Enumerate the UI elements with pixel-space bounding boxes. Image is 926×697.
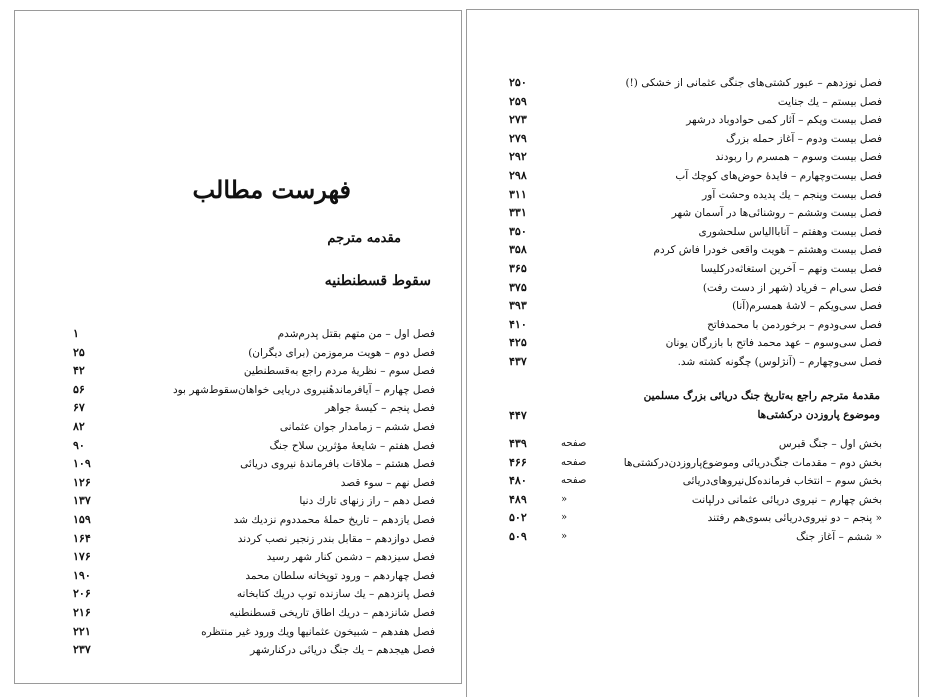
toc-entry xyxy=(467,334,882,352)
toc-entry-page: ۴۸۰ xyxy=(509,474,527,488)
toc-entry xyxy=(15,623,435,641)
toc-entry-page: ۵۶ xyxy=(73,382,85,396)
toc-entry-page: ۲۰۶ xyxy=(73,587,91,601)
page-label: « xyxy=(561,493,568,505)
toc-entry-title: فصل پنجم – کیسهٔ جواهر xyxy=(325,402,435,415)
toc-entry xyxy=(15,585,435,603)
toc-entry-page: ۱۳۷ xyxy=(73,494,91,508)
toc-entry-page: ۱۲۶ xyxy=(73,475,91,489)
toc-entry-page: ۲۵۰ xyxy=(509,76,527,89)
toc-entry xyxy=(467,353,882,371)
toc-entry-title: بخش سوم – انتخاب فرمانده‌کل‌نیروهای‌دریائی xyxy=(682,475,882,488)
toc-entry-title: فصل پانزدهم – یك سازنده توپ دریك کتابخانه xyxy=(236,588,435,601)
toc-entry-title: فصل چهاردهم – ورود توپخانه سلطان محمد xyxy=(245,569,435,582)
toc-entry-title: فصل ششم – زمامدار جوان عثمانی xyxy=(279,421,435,433)
appendix-page-row xyxy=(467,407,882,425)
toc-entry xyxy=(15,344,435,362)
toc-entry-page: ۱۹۰ xyxy=(73,568,91,582)
toc-entry xyxy=(467,148,882,166)
appendix-line-2: وموضوع پاروزدن درکشتی‌ها xyxy=(757,409,880,421)
toc-entry-title: فصل بیست ودوم – آغاز حمله بزرگ xyxy=(726,132,882,145)
appendix-line-1: مقدمهٔ مترجم راجع به‌تاریخ جنگ دریائی بزرگ مسلمین xyxy=(643,390,880,402)
toc-entry-title: فصل شانزدهم – دریك اطاق تاریخی قسطنطنیه xyxy=(229,607,435,619)
toc-entry-title: فصل بیست‌وچهارم – فایدهٔ حوض‌های کوچك آب xyxy=(675,170,882,182)
toc-entry xyxy=(467,167,882,185)
page-label: صفحه xyxy=(561,475,587,487)
toc-entry-title: فصل سی‌وسوم – عهد محمد فاتح با بازرگان یونان xyxy=(665,337,882,350)
toc-entry-page: ۳۷۵ xyxy=(509,280,527,294)
page-label: « xyxy=(561,531,568,542)
toc-entry-title: « ششم – آغاز جنگ xyxy=(796,531,882,543)
left-page xyxy=(14,10,462,684)
toc-entry-page: ۲۷۳ xyxy=(509,113,527,127)
toc-entry xyxy=(467,279,882,297)
toc-entry-page: ۲۱۶ xyxy=(73,606,91,619)
toc-entry-title: فصل بیست وششم – روشنائی‌ها در آسمان شهر xyxy=(671,207,882,220)
toc-entry xyxy=(15,381,435,399)
part-title: سقوط قسطنطنیه xyxy=(324,273,431,289)
toc-entry-title: فصل سی‌ودوم – برخوردمن با محمدفاتح xyxy=(707,318,882,331)
toc-entry-title: فصل نهم – سوء قصد xyxy=(340,476,435,489)
toc-entry-page: ۴۳۹ xyxy=(509,437,527,450)
toc-entry-page: ۳۱۱ xyxy=(509,187,527,201)
toc-entry-page: ۳۵۰ xyxy=(509,224,527,238)
toc-entry xyxy=(467,186,882,204)
toc-entry-title: فصل سی‌ام – فریاد (شهر از دست رفت) xyxy=(702,281,882,294)
toc-entry-title: فصل سوم – نظریهٔ مردم راجع به‌قسطنطین xyxy=(243,365,435,378)
page-title: فهرست مطالب xyxy=(192,175,351,204)
toc-entry-title: بخش چهارم – نیروی دریائی عثمانی درلپانت xyxy=(691,493,882,506)
page-label: صفحه xyxy=(561,456,587,468)
toc-entry xyxy=(15,604,435,622)
toc-entry-page: ۲۳۷ xyxy=(73,643,91,657)
toc-entry-page: ۱۰۹ xyxy=(73,457,91,471)
toc-entry-page: ۸۲ xyxy=(73,420,85,433)
toc-entry-page: ۳۶۵ xyxy=(509,262,527,275)
right-page xyxy=(466,9,919,697)
toc-entry-page: ۱۷۶ xyxy=(73,550,91,564)
toc-entry-title: فصل بیستم – یك جنایت xyxy=(777,95,882,108)
toc-entry-title: فصل هشتم – ملاقات بافرماندهٔ نیروی دریائی xyxy=(240,458,435,471)
toc-entry-title: فصل هفدهم – شبیخون عثمانیها ویك ورود غیر منتظره xyxy=(201,625,435,638)
toc-entry-page: ۶۷ xyxy=(73,401,85,415)
toc-entry-page: ۵۰۹ xyxy=(509,530,527,543)
toc-entry xyxy=(15,474,435,492)
toc-entry-page: ۳۳۱ xyxy=(509,206,527,220)
toc-entry xyxy=(467,223,882,241)
toc-entry xyxy=(467,297,882,315)
toc-entry xyxy=(15,567,435,585)
toc-entry xyxy=(15,325,435,343)
toc-entry xyxy=(15,399,435,417)
toc-entry xyxy=(467,130,882,148)
toc-entry xyxy=(467,111,882,129)
toc-entry-title: فصل هیجدهم – یك جنگ دریائی درکنارشهر xyxy=(250,644,435,657)
toc-entry xyxy=(15,455,435,473)
toc-entry-title: فصل دوازدهم – مقابل بندر زنجیر نصب کردند xyxy=(237,532,435,545)
toc-entry xyxy=(467,74,882,92)
toc-entry-page: ۲۵ xyxy=(73,345,85,359)
toc-entry-title: فصل بیست وهشتم – هویت واقعی خودرا فاش کردم xyxy=(653,244,882,257)
toc-entry xyxy=(15,492,435,510)
toc-entry-title: « پنجم – دو نیروی‌دریائی بسوی‌هم رفتند xyxy=(707,512,882,525)
toc-entry-title: فصل سی‌ویکم – لاشهٔ همسرم(آنا) xyxy=(732,300,882,313)
toc-entry-page: ۲۲۱ xyxy=(73,624,91,638)
toc-entry xyxy=(467,316,882,334)
toc-entry-title: بخش اول – جنگ قبرس xyxy=(778,438,882,450)
toc-entry-page: ۴۳۷ xyxy=(509,355,527,368)
toc-entry-title: فصل بیست ویکم – آثار کمی حوادوباد درشهر xyxy=(686,114,882,127)
toc-entry xyxy=(15,511,435,529)
toc-entry-title: فصل بیست وسوم – همسرم را ربودند xyxy=(715,151,882,164)
toc-entry xyxy=(15,530,435,548)
toc-entry-title: فصل دهم – راز زنهای تارك دنیا xyxy=(299,495,435,508)
toc-entry xyxy=(15,641,435,659)
toc-entry xyxy=(467,454,882,472)
toc-entry-page: ۴۲۵ xyxy=(509,336,527,350)
toc-entry xyxy=(467,528,882,546)
toc-entry-title: فصل سیزدهم – دشمن کنار شهر رسید xyxy=(266,551,435,564)
translator-intro-heading: مقدمه مترجم xyxy=(327,231,401,246)
toc-entry-page: ۱۵۹ xyxy=(73,513,91,526)
toc-entry-page: ۲۷۹ xyxy=(509,131,527,145)
toc-entry xyxy=(467,472,882,490)
appendix-page-number: ۴۴۷ xyxy=(509,409,527,422)
toc-entry-title: فصل هفتم – شایعهٔ مؤثرین سلاح جنگ xyxy=(269,439,435,452)
toc-entry xyxy=(467,491,882,509)
toc-entry-page: ۳۵۸ xyxy=(509,243,527,257)
toc-entry-page: ۱۶۴ xyxy=(73,531,91,545)
toc-entry-title: فصل اول – من متهم بقتل پدرم‌شدم xyxy=(277,328,435,340)
toc-entry xyxy=(467,435,882,453)
toc-entry-page: ۴۶۶ xyxy=(509,455,527,469)
toc-entry-title: فصل بیست ونهم – آخرین استغاثه‌درکلیسا xyxy=(700,263,882,275)
toc-entry xyxy=(467,93,882,111)
page-label: صفحه xyxy=(561,438,587,449)
toc-entry-title: فصل یازدهم – تاریخ حملهٔ محمددوم نزدیك شد xyxy=(233,514,435,526)
toc-entry xyxy=(15,437,435,455)
toc-entry xyxy=(15,362,435,380)
toc-entry-page: ۹۰ xyxy=(73,438,85,452)
toc-entry-title: بخش دوم – مقدمات جنگ‌دریائی وموضوع‌پاروزدن‌درکشتی‌ها xyxy=(623,456,882,469)
toc-entry-page: ۴۸۹ xyxy=(509,492,527,506)
toc-entry xyxy=(15,548,435,566)
toc-entry-title: فصل بیست وهفتم – آناباالیاس سلحشوری xyxy=(698,225,882,238)
toc-entry-page: ۱ xyxy=(73,327,79,340)
toc-entry-page: ۴۲ xyxy=(73,364,85,378)
toc-entry xyxy=(467,260,882,278)
toc-entry xyxy=(467,204,882,222)
toc-entry-page: ۳۹۳ xyxy=(509,299,527,313)
toc-entry-title: فصل نوزدهم – عبور کشتی‌های جنگی عثمانی از خشکی (!) xyxy=(625,77,882,89)
toc-entry-title: فصل سی‌وچهارم – (آنژلوس) چگونه کشته شد. xyxy=(677,356,882,368)
toc-entry-title: فصل بیست وپنجم – یك پدیده وحشت آور xyxy=(702,188,882,201)
toc-entry xyxy=(467,241,882,259)
toc-entry xyxy=(467,509,882,527)
toc-entry-title: فصل دوم – هویت مرموزمن (برای دیگران) xyxy=(248,346,435,359)
page-label: « xyxy=(561,512,568,524)
toc-entry-page: ۴۱۰ xyxy=(509,317,527,331)
toc-entry xyxy=(15,418,435,436)
toc-entry-page: ۵۰۲ xyxy=(509,511,527,525)
toc-entry-page: ۲۹۸ xyxy=(509,169,527,182)
toc-entry-page: ۲۵۹ xyxy=(509,94,527,108)
toc-entry-title: فصل چهارم – آیافرماندهٔنیروی دریایی خواهان‌سقوط‌شهر بود xyxy=(172,383,435,396)
toc-entry-page: ۲۹۲ xyxy=(509,150,527,164)
